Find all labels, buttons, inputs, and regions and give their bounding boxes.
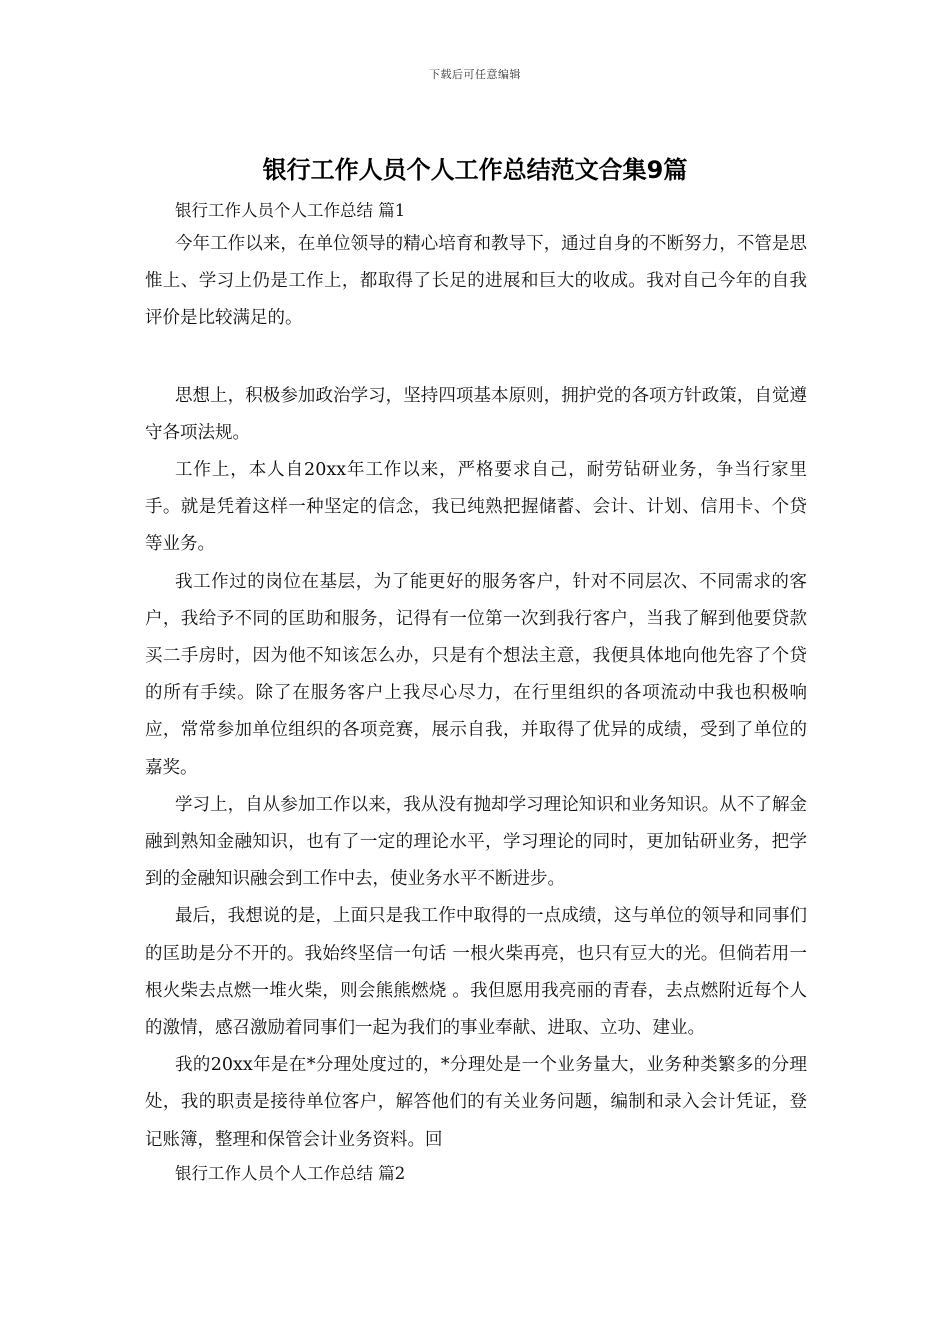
document-body	[145, 196, 807, 1189]
paragraph-branch: 我的20xx年是在*分理处度过的，*分理处是一个业务量大，业务种类繁多的分理处，我的职责是接待单位客户，解答他们的有关业务问题，编制和录入会计凭证，登记账簿，整理和保管会计业务资料。回	[145, 1055, 807, 1150]
header-note: 下载后可任意编辑	[429, 68, 521, 81]
paragraph-service: 我工作过的岗位在基层，为了能更好的服务客户，针对不同层次、不同需求的客户，我给予不同的匡助和服务，记得有一位第一次到我行客户，当我了解到他要贷款买二手房时，因为他不知该怎么办，只是有个想法主意，我便具体地向他先容了个贷的所有手续。除了在服务客户上我尽心尽力，在行里组织的各项流动中我也积极响应，常常参加单位组织的各项竞赛，展示自我，并取得了优异的成绩，受到了单位的嘉奖。	[145, 571, 807, 778]
paragraph-work: 工作上，本人自20xx年工作以来，严格要求自己，耐劳钻研业务，争当行家里手。就是凭着这样一种坚定的信念，我已纯熟把握储蓄、会计、计划、信用卡、个贷等业务。	[145, 460, 807, 555]
paragraph-conclusion: 最后，我想说的是，上面只是我工作中取得的一点成绩，这与单位的领导和同事们的匡助是分不开的。我始终坚信一句话 一根火柴再亮，也只有豆大的光。但倘若用一根火柴去点燃一堆火柴，则会熊熊燃烧 。我但愿用我亮丽的青春，去点燃附近每个人的激情，感召激励着同事们一起为我们的事业奉献、进取、立功、建业。	[145, 906, 807, 1039]
blank-spacer	[145, 338, 807, 378]
paragraph-study: 学习上，自从参加工作以来，我从没有抛却学习理论知识和业务知识。从不了解金融到熟知金融知识，也有了一定的理论水平，学习理论的同时，更加钻研业务，把学到的金融知识融会到工作中去，使业务水平不断进步。	[145, 794, 807, 890]
section-heading-1: 银行工作人员个人工作总结 篇1	[175, 201, 406, 220]
paragraph-intro: 今年工作以来，在单位领导的精心培育和教导下，通过自身的不断努力，不管是思惟上、学习上仍是工作上，都取得了长足的进展和巨大的收成。我对自己今年的自我评价是比较满足的。	[145, 234, 807, 329]
paragraph-thought: 思想上，积极参加政治学习，坚持四项基本原则，拥护党的各项方针政策，自觉遵守各项法规。	[145, 385, 807, 443]
document-title: 银行工作人员个人工作总结范文合集9篇	[262, 156, 688, 184]
section-heading-2: 银行工作人员个人工作总结 篇2	[175, 1163, 406, 1183]
